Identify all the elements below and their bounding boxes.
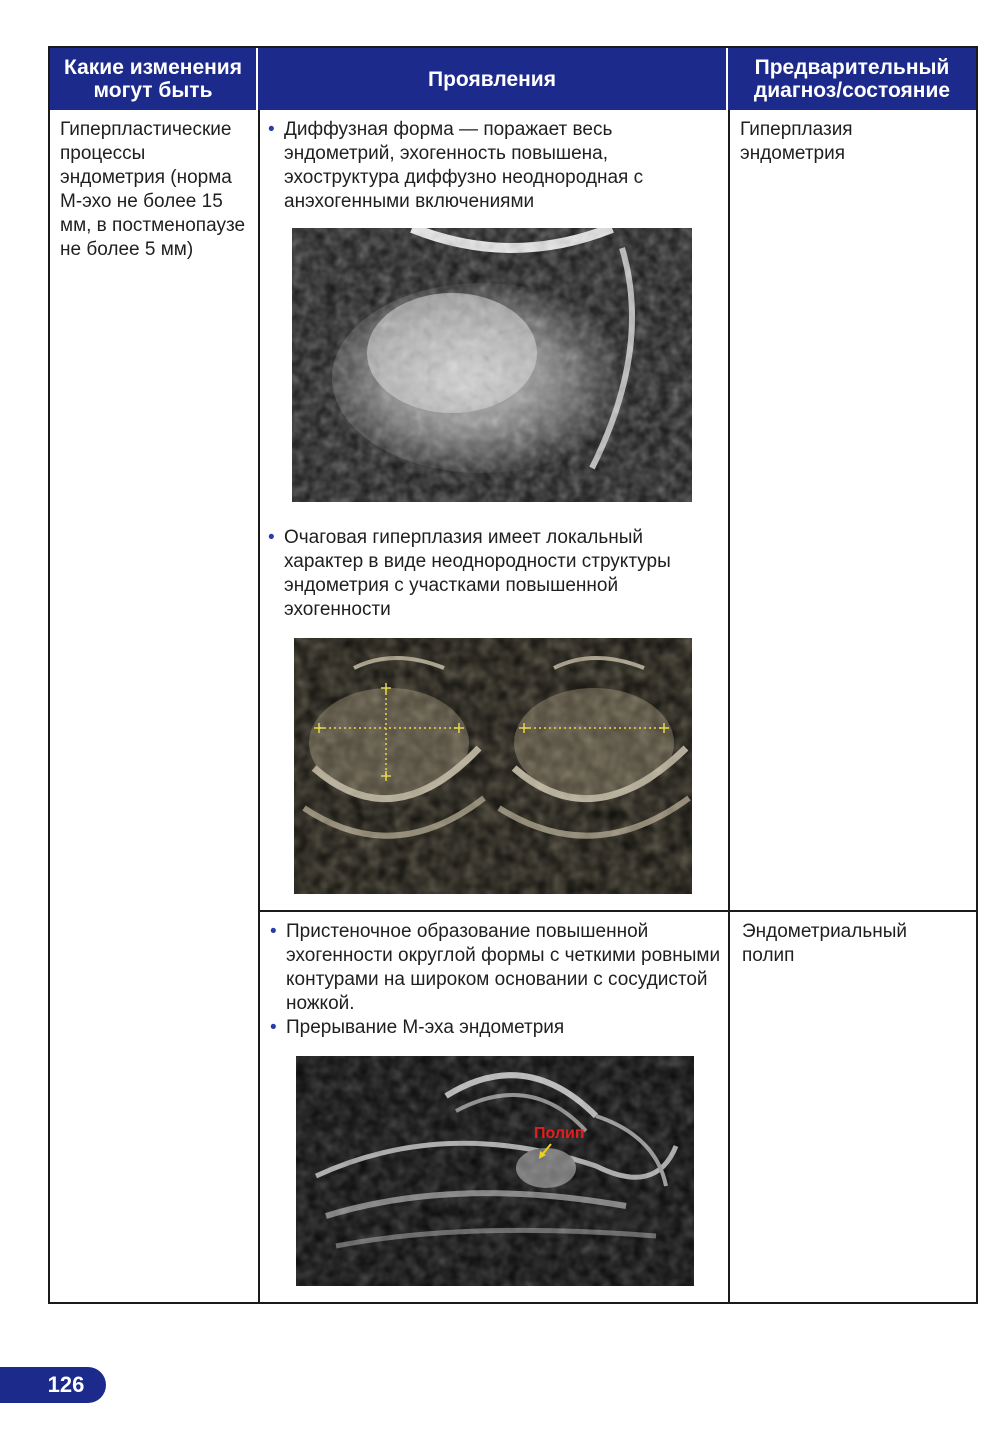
findings-table bbox=[48, 46, 978, 1304]
ultrasound-diffuse-graphic bbox=[292, 228, 692, 502]
column-divider bbox=[728, 110, 730, 1302]
ultrasound-polyp-graphic bbox=[296, 1056, 694, 1286]
header-changes: Какие изменения могут быть bbox=[50, 48, 258, 110]
diagnosis-text: Эндометриальный полип bbox=[742, 921, 907, 966]
header-diagnosis: Предварительный диагноз/состояние bbox=[753, 56, 951, 102]
diagnosis-text: Гиперплазия эндометрия bbox=[740, 119, 853, 164]
polyp-label: Полип bbox=[534, 1125, 585, 1142]
manifestation-item: • Очаговая гиперплазия имеет локальный характер в виде неоднородности структуры эндометрия с участками повышенной эхогенности bbox=[268, 526, 714, 622]
manifestation-item: • Диффузная форма — поражает весь эндометрий, эхогенность повышена, эхоструктура диффузно неоднородная с анэхогенными включениями bbox=[268, 118, 704, 214]
page-number: 126 bbox=[0, 1367, 106, 1403]
manifestation-item: • Пристеночное образование повышенной эхогенности округлой формы с четкими ровными контурами на широком основании с сосудистой ножкой. bbox=[270, 920, 726, 1016]
row-divider bbox=[258, 910, 976, 912]
manifestation-item: • Прерывание М-эха эндометрия bbox=[270, 1016, 726, 1040]
change-text: Гиперпластические процессы эндометрия (норма М-эхо не более 15 мм, в постменопаузе не более 5 мм) bbox=[60, 119, 246, 260]
ultrasound-image-focal bbox=[294, 638, 692, 894]
header-manifestations: Проявления bbox=[258, 48, 728, 110]
ultrasound-focal-graphic bbox=[294, 638, 692, 894]
column-divider bbox=[258, 110, 260, 1302]
table-header bbox=[50, 48, 976, 110]
ultrasound-image-diffuse bbox=[292, 228, 692, 502]
ultrasound-image-polyp bbox=[296, 1056, 694, 1286]
